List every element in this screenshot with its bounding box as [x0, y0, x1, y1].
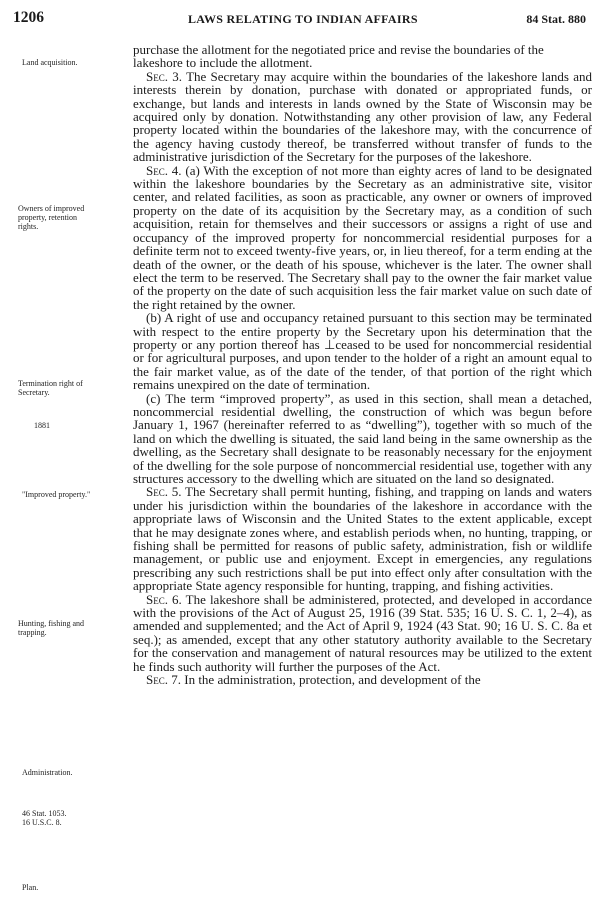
section-3 [133, 70, 592, 164]
section-4b: (b) A right of use and occupancy retained pursuant to this section may be terminated with respect to the entire property by the Secretary upon his determination that the property or any portion thereof has ⊥ceased to be used for noncommercial residential or for agricultural purposes, and upon tender to the holder of a right an amount equal to the fair market value, as of the date of the tender, of that portion of the right which remains unexpired on the date of termination. [133, 310, 592, 393]
section-6-text: The lakeshore shall be administered, protected, and developed in accordance with the provisions of the Act of August 25, 1916 (39 Stat. 535; 16 U. S. C. 1, 2–4), as amended and supplemented; and the Act of April 9, 1924 (43 Stat. 90; 16 U. S. C. 8a et seq.); as amended, except that any other statutory authority available to the Secretary for the conservation and management of natural resources may be utilized to the extent he finds such authority will further the purposes of the Act. [133, 591, 592, 674]
section-6 [133, 593, 592, 673]
sidenote-page-marker: 1881 [34, 421, 50, 430]
running-title: LAWS RELATING TO INDIAN AFFAIRS [188, 12, 418, 26]
section-7 [133, 673, 592, 686]
sidenote-owners-line2: property, retention [18, 213, 78, 222]
section-4-label: Sec. 4. [146, 162, 182, 178]
sidenote-termination-line1: Termination right of [18, 379, 83, 388]
sidenote-stat-ref-2: 16 U.S.C. 8. [22, 818, 62, 827]
sidenote-administration: Administration. [22, 768, 73, 777]
section-4c: (c) The term “improved property”, as used in this section, shall mean a detached, noncommercial residential dwelling, the construction of which was begun before January 1, 1967 (hereinafter referred to as “dwelling”), together with so much of the land on which the dwelling is situated, the said land being in the same ownership as the dwelling, as the Secretary shall designate to be reasonably necessary for the enjoyment of the dwelling for the sole purpose of noncommercial residential use, together with any structures accessory to the dwelling which are situated on the land so designated. [133, 390, 592, 486]
section-7-text: In the administration, protection, and development of the [180, 672, 481, 688]
statute-text [133, 43, 592, 687]
sidenote-hunting-line1: Hunting, fishing and [18, 619, 84, 628]
section-3-label: Sec. 3. [146, 68, 183, 84]
section-5 [133, 485, 592, 592]
sidenote-land-acquisition: Land acquisition. [22, 58, 78, 67]
section-6-label: Sec. 6. [146, 591, 182, 607]
section-4a [133, 164, 592, 311]
section-4a-text: (a) With the exception of not more than eighty acres of land to be designated within the lakeshore boundaries by the Secretary as an administrative site, visitor center, and related facilities, as soon as practicable, any owner or owners of improved property on the date of its acquisition by the Secretary may, as a condition of such acquisition, retain for themselves and their successors or assigns a right of use and occupancy of the improved property for noncommercial residential purposes for a definite term not to exceed twenty-five years, or, in lieu thereof, for a term ending at the death of the owner, or the death of his spouse, whichever is the later. The owner shall elect the term to be reserved. The Secretary shall pay to the owner the fair market value of the property on the date of such acquisition less the fair market value on such date of the right retained by the owner. [133, 162, 592, 312]
section-7-label: Sec. 7. [146, 672, 181, 688]
sidenote-stat-ref-1: 46 Stat. 1053. [22, 809, 67, 818]
continued-paragraph: purchase the allotment for the negotiated price and revise the boundaries of the lakeshore to include the allotment. [133, 42, 544, 71]
page-number: 1206 [13, 9, 44, 26]
section-5-label: Sec. 5. [146, 484, 182, 500]
sidenote-plan: Plan. [22, 883, 39, 892]
page-header [0, 0, 603, 32]
statute-citation: 84 Stat. 880 [526, 12, 586, 26]
sidenote-owners-line1: Owners of improved [18, 204, 85, 213]
sidenote-hunting-line2: trapping. [18, 628, 47, 637]
sidenote-owners-line3: rights. [18, 222, 39, 231]
sidenote-improved-property: "Improved property." [22, 490, 91, 499]
section-5-text: The Secretary shall permit hunting, fishing, and trapping on lands and waters under his jurisdiction within the boundaries of the lakeshore in accordance with the appropriate laws of Wisconsin and the United States to the extent applicable, except that he may designate zones where, and establish periods when, no hunting, trapping, or fishing shall be permitted for reasons of public safety, administration, fish or wildlife management, or public use and enjoyment. Except in emergencies, any regulations prescribing any such restrictions shall be put into effect only after consultation with the appropriate State agency responsible for hunting, trapping, and fishing activities. [133, 484, 592, 594]
section-3-text: The Secretary may acquire within the boundaries of the lakeshore lands and interests therein by donation, purchase with donated or appropriated funds, or exchange, but lands and interests in lands owned by the State of Wisconsin may be acquired only by donation. Notwithstanding any other provision of law, any Federal property located within the boundaries of the lakeshore may, with the concurrence of the agency having custody thereof, be transferred without transfer of funds to the administrative jurisdiction of the Secretary for the purposes of the lakeshore. [133, 68, 592, 165]
sidenote-termination-line2: Secretary. [18, 388, 50, 397]
